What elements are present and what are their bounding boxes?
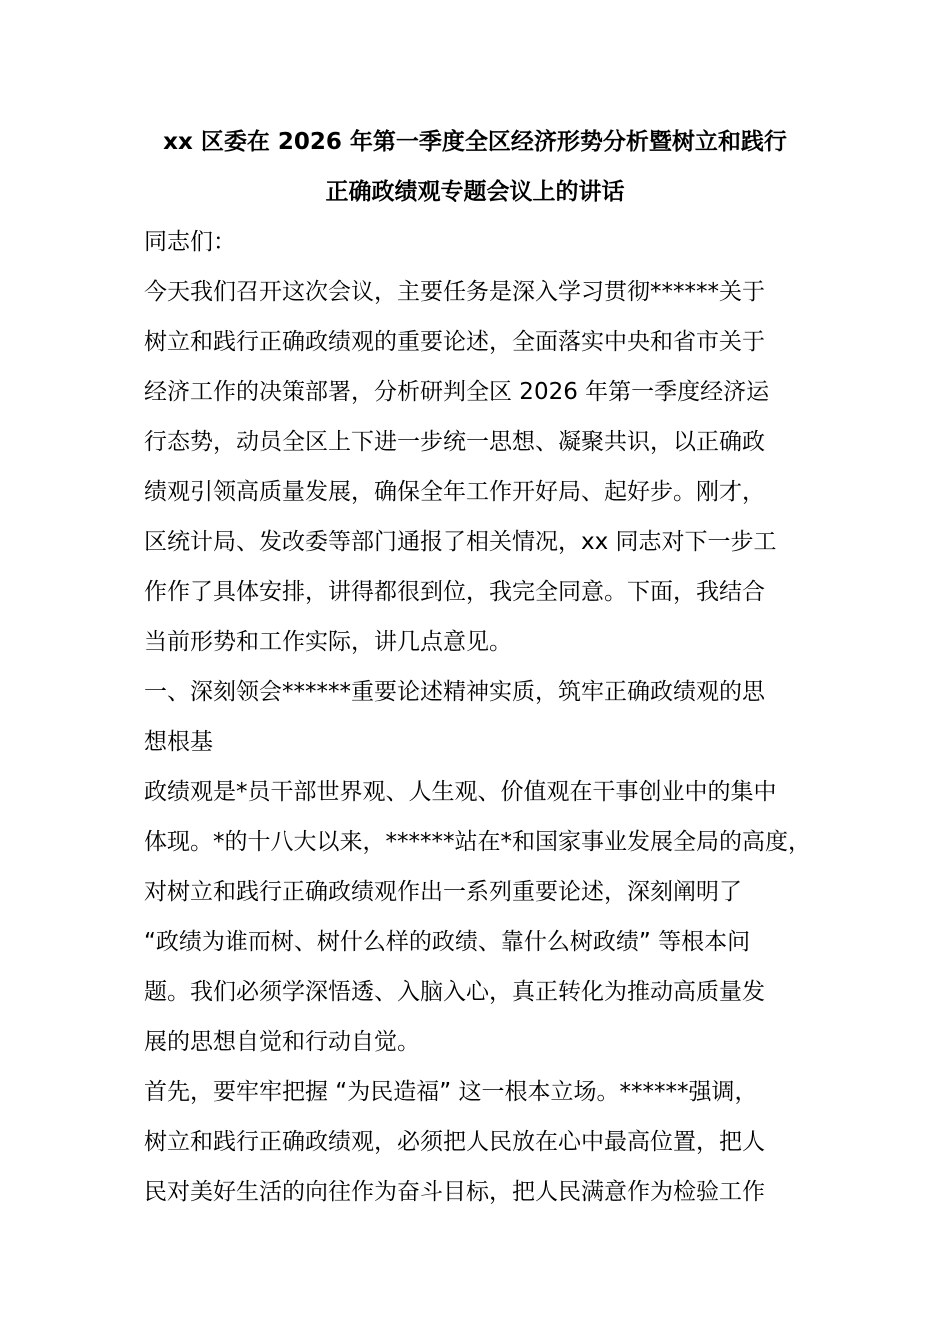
body-line: 今天我们召开这次会议，主要任务是深入学习贯彻******关于 — [144, 279, 765, 305]
body-line: 经济工作的决策部署，分析研判全区 2026 年第一季度经济运 — [144, 379, 770, 405]
body-line: 民对美好生活的向往作为奋斗目标，把人民满意作为检验工作 — [144, 1179, 765, 1205]
body-line: “政绩为谁而树、树什么样的政绩、靠什么树政绩” 等根本问 — [144, 929, 751, 955]
section-heading-line: 一、深刻领会******重要论述精神实质，筑牢正确政绩观的思 — [144, 679, 765, 705]
body-line: 区统计局、发改委等部门通报了相关情况，xx 同志对下一步工 — [144, 529, 777, 555]
body-line: 体现。*的十八大以来，******站在*和国家事业发展全局的高度， — [144, 829, 811, 855]
body-line: 树立和践行正确政绩观的重要论述，全面落实中央和省市关于 — [144, 329, 765, 355]
document-title-line-1: xx 区委在 2026 年第一季度全区经济形势分析暨树立和践行 — [163, 129, 787, 155]
body-line: 树立和践行正确政绩观，必须把人民放在心中最高位置，把人 — [144, 1129, 765, 1155]
body-line: 作作了具体安排，讲得都很到位，我完全同意。下面，我结合 — [144, 579, 765, 605]
body-line: 展的思想自觉和行动自觉。 — [144, 1029, 420, 1055]
body-line: 题。我们必须学深悟透、入脑入心，真正转化为推动高质量发 — [144, 979, 765, 1005]
salutation: 同志们： — [144, 229, 236, 255]
body-line: 当前形势和工作实际，讲几点意见。 — [144, 629, 512, 655]
body-line: 首先，要牢牢把握 “为民造福” 这一根本立场。******强调， — [144, 1079, 758, 1105]
body-line: 对树立和践行正确政绩观作出一系列重要论述，深刻阐明了 — [144, 879, 742, 905]
body-line: 绩观引领高质量发展，确保全年工作开好局、起好步。刚才， — [144, 479, 765, 505]
body-line: 行态势，动员全区上下进一步统一思想、凝聚共识，以正确政 — [144, 429, 765, 455]
section-heading-line: 想根基 — [144, 729, 213, 755]
document-title-line-2: 正确政绩观专题会议上的讲话 — [325, 179, 625, 205]
body-line: 政绩观是*员干部世界观、人生观、价值观在干事创业中的集中 — [144, 779, 777, 805]
